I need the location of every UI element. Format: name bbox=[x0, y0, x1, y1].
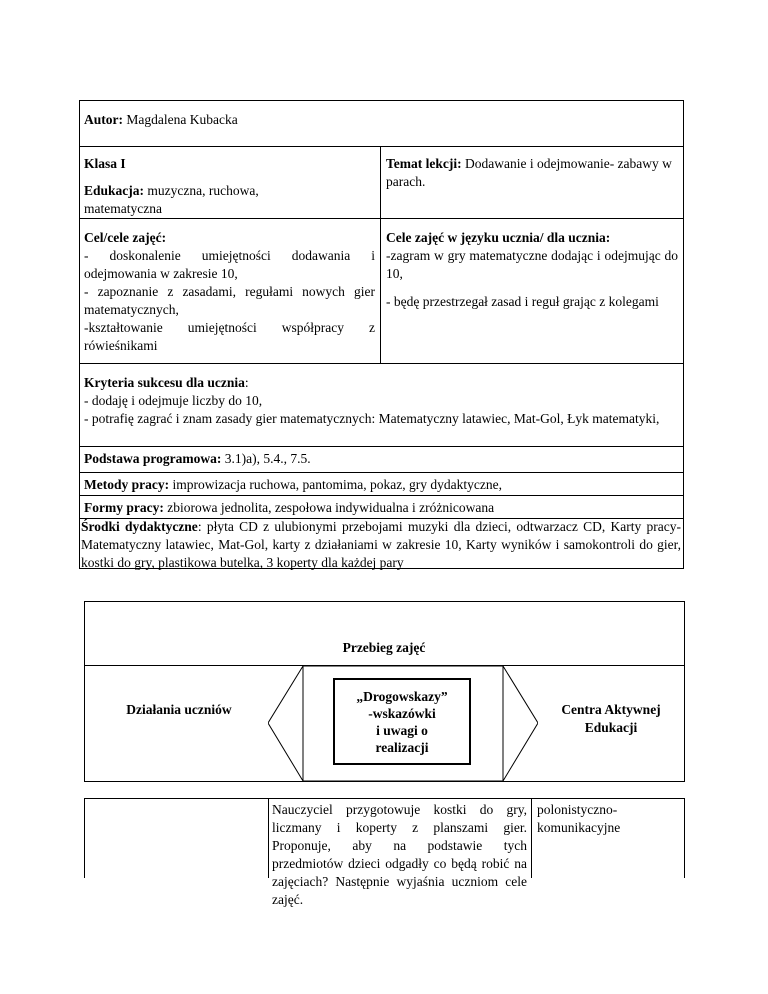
right-header-line: Centra Aktywnej bbox=[561, 702, 661, 717]
author-label: Autor: bbox=[84, 112, 123, 127]
methods-cell bbox=[84, 476, 678, 494]
methods-label: Metody pracy: bbox=[84, 477, 170, 492]
right-header bbox=[538, 701, 684, 737]
criteria-heading bbox=[84, 374, 678, 392]
student-goals-cell bbox=[386, 229, 678, 311]
forms-label: Formy pracy: bbox=[84, 500, 164, 515]
author-cell bbox=[84, 111, 674, 129]
methods-value: improwizacja ruchowa, pantomima, pokaz, gry dydaktyczne, bbox=[172, 477, 502, 492]
goal-item: - zapoznanie z zasadami, regułami nowych gier matematycznych, bbox=[84, 284, 375, 317]
topic-cell bbox=[386, 155, 676, 191]
column-divider bbox=[380, 146, 381, 363]
education-label: Edukacja: bbox=[84, 183, 145, 198]
left-header-text: Działania uczniów bbox=[126, 702, 232, 717]
table-border-left bbox=[79, 100, 80, 568]
forms-value: zbiorowa jednolita, zespołowa indywidualna i zróżnicowana bbox=[167, 500, 495, 515]
row-divider bbox=[79, 495, 683, 496]
goals-cell bbox=[84, 229, 375, 355]
guidance-line: i uwagi o bbox=[376, 723, 428, 738]
teacher-activity-text: Nauczyciel przygotowuje kostki do gry, liczmany i koperty z planszami gier. Proponuje, aby na podstawie tych przedmiotów dzieci odgadły co będą robić na zajęciach? Następnie wyjaśnia uczniom cele zajęć. bbox=[272, 802, 527, 907]
means-value: : płyta CD z ulubionymi przebojami muzyki dla dzieci, odtwarzacz CD, Karty pracy- Matematyczny latawiec, Mat-Gol, karty z działaniami w zakresie 10, Karty wyników i samokontroli do gier, kostki do gry, plastikowa butelka, 3 koperty dla każdej pary bbox=[81, 519, 681, 570]
author-value: Magdalena Kubacka bbox=[126, 112, 238, 127]
criteria-item: - dodaję i odejmuje liczby do 10, bbox=[84, 393, 263, 408]
guidance-line: -wskazówki bbox=[368, 706, 436, 721]
row-border-right bbox=[684, 798, 685, 878]
student-goals-label: Cele zajęć w języku ucznia/ dla ucznia: bbox=[386, 230, 611, 245]
criteria-cell bbox=[84, 374, 678, 428]
forms-cell bbox=[84, 499, 678, 517]
teacher-activity bbox=[272, 801, 527, 909]
means-label: Środki dydaktyczne bbox=[81, 519, 198, 534]
topic-value: Dodawanie i odejmowanie- zabawy w parach. bbox=[386, 156, 672, 189]
row-divider-left bbox=[268, 798, 269, 878]
criteria-label: Kryteria sukcesu dla ucznia bbox=[84, 375, 245, 390]
criteria-item: - potrafię zagrać i znam zasady gier matematycznych: Matematyczny latawiec, Mat-Gol, Łyk matematyki, bbox=[84, 411, 660, 426]
header-border-right bbox=[684, 601, 685, 781]
student-goal-item: - będę przestrzegał zasad i reguł grając z kolegami bbox=[386, 294, 659, 309]
education-center-text: polonistyczno-komunikacyjne bbox=[537, 802, 621, 835]
row-divider bbox=[79, 472, 683, 473]
row-divider bbox=[79, 363, 683, 364]
criteria-colon: : bbox=[244, 375, 249, 390]
row-border-left bbox=[84, 798, 85, 878]
guidance-box bbox=[333, 678, 471, 765]
student-goal-item: -zagram w gry matematyczne dodając i odejmując do 10, bbox=[386, 248, 678, 281]
basis-cell bbox=[84, 450, 678, 468]
education-line bbox=[84, 182, 314, 218]
class-label: Klasa I bbox=[84, 156, 126, 171]
basis-value: 3.1)a), 5.4., 7.5. bbox=[224, 451, 311, 466]
course-title-text: Przebieg zajęć bbox=[342, 640, 426, 655]
table-border-top bbox=[79, 100, 683, 101]
goals-label: Cel/cele zajęć: bbox=[84, 230, 167, 245]
education-center bbox=[537, 801, 677, 837]
row-divider bbox=[79, 446, 683, 447]
left-header bbox=[84, 701, 274, 719]
course-title bbox=[84, 639, 684, 657]
right-header-line: Edukacji bbox=[584, 720, 638, 735]
education-value: muzyczna, ruchowa, matematyczna bbox=[84, 183, 259, 216]
row-divider bbox=[79, 146, 683, 147]
row-divider bbox=[79, 218, 683, 219]
guidance-line: „Drogowskazy” bbox=[356, 689, 448, 704]
topic-label: Temat lekcji: bbox=[386, 156, 462, 171]
means-cell bbox=[79, 518, 683, 572]
row-border-top bbox=[84, 798, 684, 799]
goal-item: - doskonalenie umiejętności dodawania i odejmowania w zakresie 10, bbox=[84, 248, 375, 281]
class-cell bbox=[84, 155, 374, 218]
header-border-left bbox=[84, 601, 85, 781]
table-border-right bbox=[683, 100, 684, 568]
row-divider-right bbox=[531, 798, 532, 878]
header-border-top bbox=[84, 601, 684, 602]
basis-label: Podstawa programowa: bbox=[84, 451, 222, 466]
goal-item: -kształtowanie umiejętności współpracy z rówieśnikami bbox=[84, 320, 375, 353]
guidance-line: realizacji bbox=[375, 740, 429, 755]
